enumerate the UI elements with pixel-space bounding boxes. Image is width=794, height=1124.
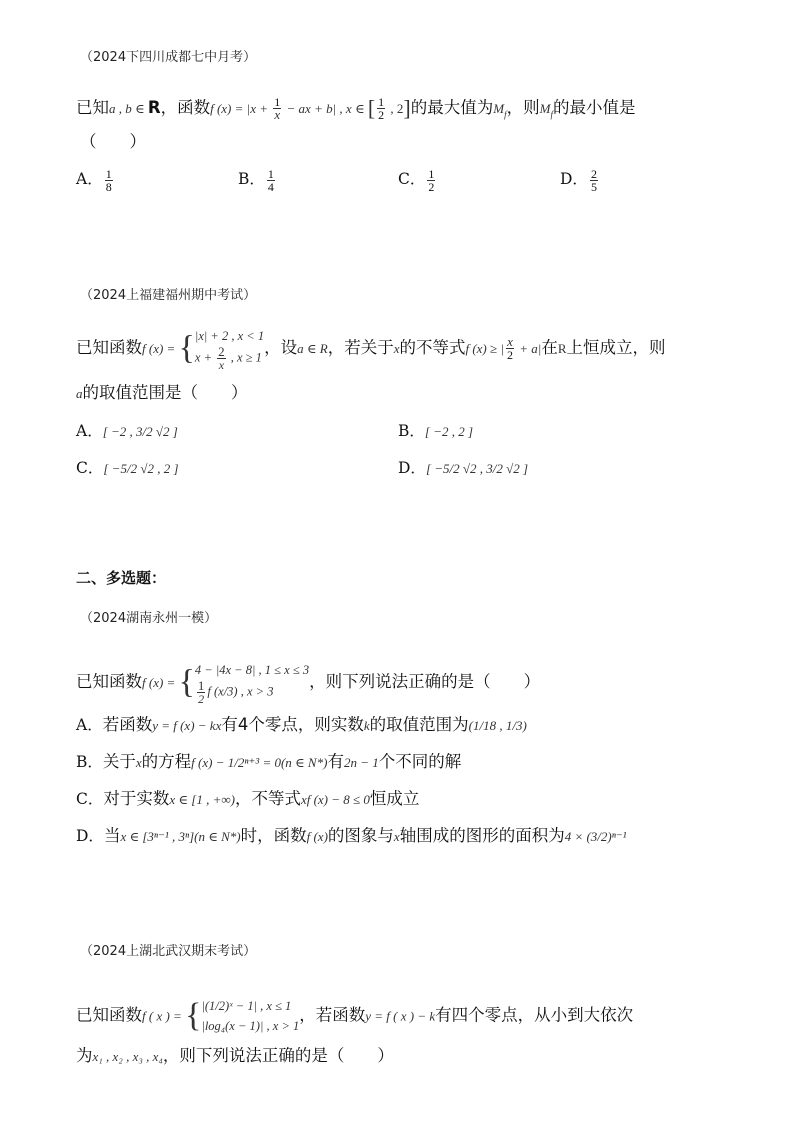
q3-option-b[interactable]: B．关于x的方程f (x) − 1/2ⁿ⁺³ = 0(n ∈ N*)有2n − 1个不同的解 — [76, 752, 462, 771]
q2-option-c[interactable]: C．[ −5/2 √2 , 2 ] — [76, 459, 179, 477]
q1-option-b[interactable]: B． $\frac{1}{4}$ — [238, 166, 274, 194]
q2-option-b[interactable]: B．[ −2 , 2 ] — [398, 422, 474, 440]
section-multi-choice-title: 二、多选题： — [76, 569, 167, 587]
q3-stem: 已知函数f (x) = { 4 − |4x − 8| , 1 ≤ x ≤ 3 $\frac{1}{2}$ f (x/3) , x > 3 ，则下列说法正确的是（ ） — [76, 663, 541, 706]
q3-source: （2024湖南永州一模） — [80, 611, 218, 626]
q1-option-a[interactable]: A． $\frac{1}{8}$ — [76, 166, 112, 194]
q2-stem-line2: a的取值范围是（ ） — [76, 383, 248, 402]
q3-option-a[interactable]: A．若函数y = f (x) − kx有4个零点，则实数k的取值范围为(1/18 , 1/3) — [76, 715, 527, 734]
q2-source: （2024上福建福州期中考试） — [80, 288, 257, 303]
q1-paren: （ ） — [80, 132, 146, 151]
q3-option-c[interactable]: C．对于实数x ∈ [1 , +∞)，不等式xf (x) − 8 ≤ 0恒成立 — [76, 789, 420, 808]
q2-stem: 已知函数f (x) = { |x| + 2 , x < 1 x + $\frac{2}{x}$ , x ≥ 1 ，设a ∈ R，若关于x的不等式f (x) ≥ | $\frac{x}{2}$ + a|在R上恒成立，则 — [76, 329, 666, 372]
q2-option-a[interactable]: A．[ −2 , 3/2 √2 ] — [76, 422, 178, 440]
q3-option-d[interactable]: D．当x ∈ [3ⁿ⁻¹ , 3ⁿ](n ∈ N*)时，函数f (x)的图象与x轴围成的图形的面积为4 × (3/2)ⁿ⁻¹ — [76, 826, 627, 845]
q4-stem: 已知函数f ( x ) = { |(1/2)ˣ − 1| , x ≤ 1 |log₄(x − 1)| , x > 1 ，若函数y = f ( x ) − k有四个零点，从小到大依次 — [76, 997, 634, 1034]
q1-stem: 已知a , b ∈ R，函数f (x) = |x + $\frac{1}{x}$ − ax + b| , x ∈ [ $\frac{1}{2}$ , 2]的最大值为$M_f$，则$M_f$的最小值是 — [76, 95, 636, 122]
q1-option-c[interactable]: C． $\frac{1}{2}$ — [398, 166, 435, 194]
q1-source: （2024下四川成都七中月考） — [80, 50, 257, 65]
q4-stem-line2: 为x₁ , x₂ , x₃ , x₄，则下列说法正确的是（ ） — [76, 1046, 394, 1065]
q2-option-d[interactable]: D．[ −5/2 √2 , 3/2 √2 ] — [398, 459, 529, 477]
q1-option-d[interactable]: D． $\frac{2}{5}$ — [560, 166, 597, 194]
q4-source: （2024上湖北武汉期末考试） — [80, 944, 257, 959]
